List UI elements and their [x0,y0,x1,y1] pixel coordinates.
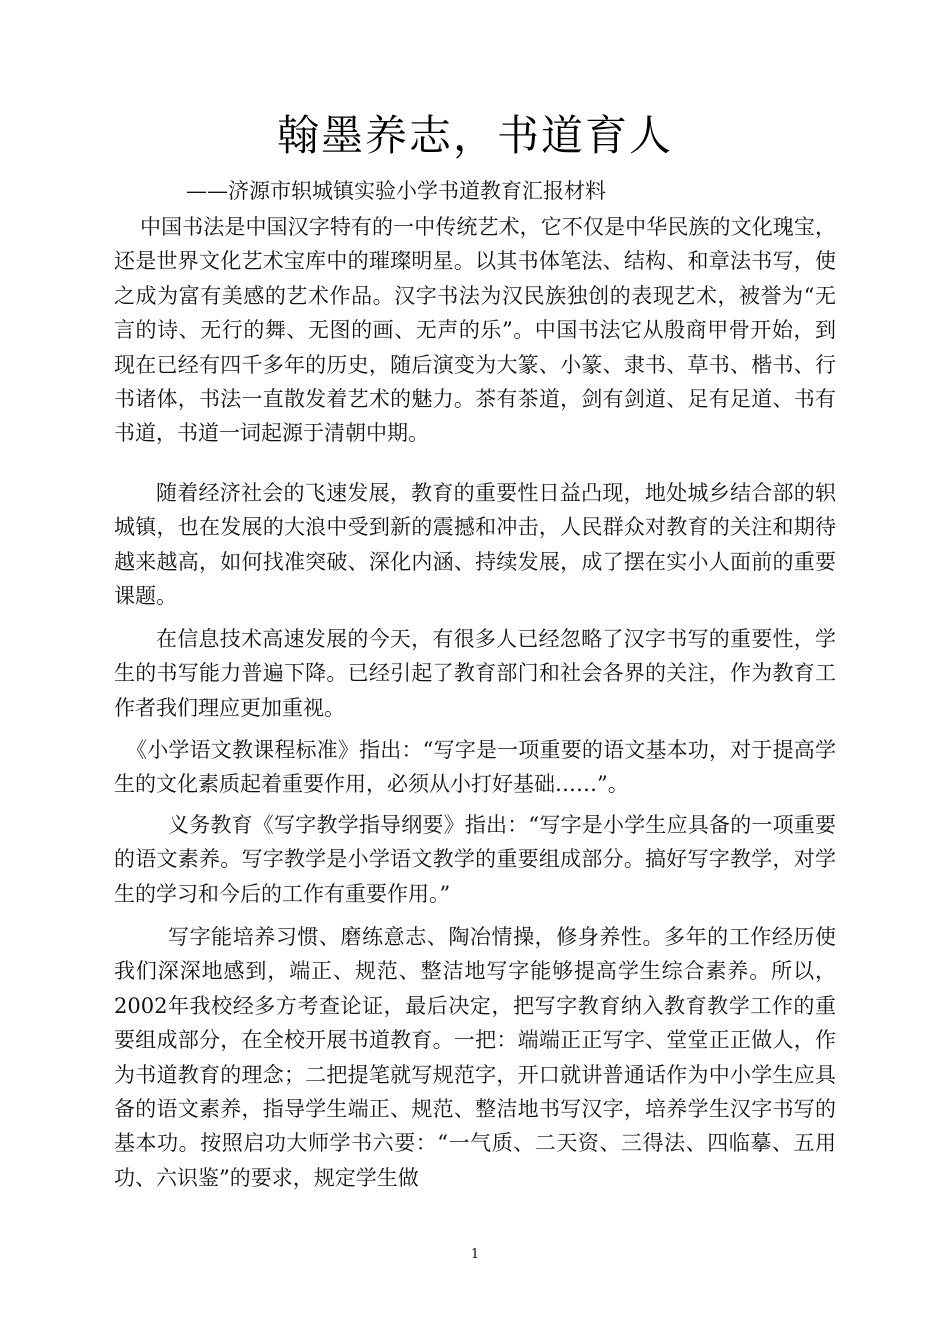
paragraph-calligraphy-intro: 中国书法是中国汉字特有的一中传统艺术，它不仅是中华民族的文化瑰宝，还是世界文化艺术宝库中的璀璨明星。以其书体笔法、结构、和章法书写，使之成为富有美感的艺术作品。汉字书法为汉民族独创的表现艺术，被誉为“无言的诗、无行的舞、无图的画、无声的乐”。中国书法它从殷商甲骨开始，到现在已经有四千多年的历史，随后演变为大篆、小篆、隶书、草书、楷书、行书诸体，书法一直散发着艺术的魅力。茶有茶道，剑有剑道、足有足道、书有书道，书道一词起源于清朝中期。 [114,215,836,446]
page-number: 1 [470,1247,480,1262]
paragraph-writing-guideline: 义务教育《写字教学指导纲要》指出：“写字是小学生应具备的一项重要的语文素养。写字教学是小学语文教学的重要组成部分。搞好写字教学，对学生的学习和今后的工作有重要作用。” [114,813,836,906]
document-title: 翰墨养志，书道育人 [276,111,673,160]
paragraph-curriculum-standard: 《小学语文教课程标准》指出：“写字是一项重要的语文基本功，对于提高学生的文化素质起着重要作用，必须从小打好基础……”。 [114,738,836,797]
paragraph-writing-importance: 在信息技术高速发展的今天，有很多人已经忽略了汉字书写的重要性，学生的书写能力普遍下降。已经引起了教育部门和社会各界的关注，作为教育工作者我们理应更加重视。 [114,627,836,720]
paragraph-school-practice: 写字能培养习惯、磨练意志、陶冶情操，修身养性。多年的工作经历使我们深深地感到，端正、规范、整洁地写字能够提高学生综合素养。所以，2002年我校经多方考查论证，最后决定，把写字教育纳入教育教学工作的重要组成部分，在全校开展书道教育。一把：端端正正写字、堂堂正正做人，作为书道教育的理念；二把提笔就写规范字，开口就讲普通话作为中小学生应具备的语文素养，指导学生端正、规范、整洁地书写汉字，培养学生汉字书写的基本功。按照启功大师学书六要：“一气质、二天资、三得法、四临摹、五用功、六识鉴”的要求，规定学生做 [114,925,836,1190]
document-subtitle: ——济源市轵城镇实验小学书道教育汇报材料 [186,179,606,203]
paragraph-education-development: 随着经济社会的飞速发展，教育的重要性日益凸现，地处城乡结合部的轵城镇，也在发展的大浪中受到新的震撼和冲击，人民群众对教育的关注和期待越来越高，如何找准突破、深化内涵、持续发展，成了摆在实小人面前的重要课题。 [114,481,836,609]
